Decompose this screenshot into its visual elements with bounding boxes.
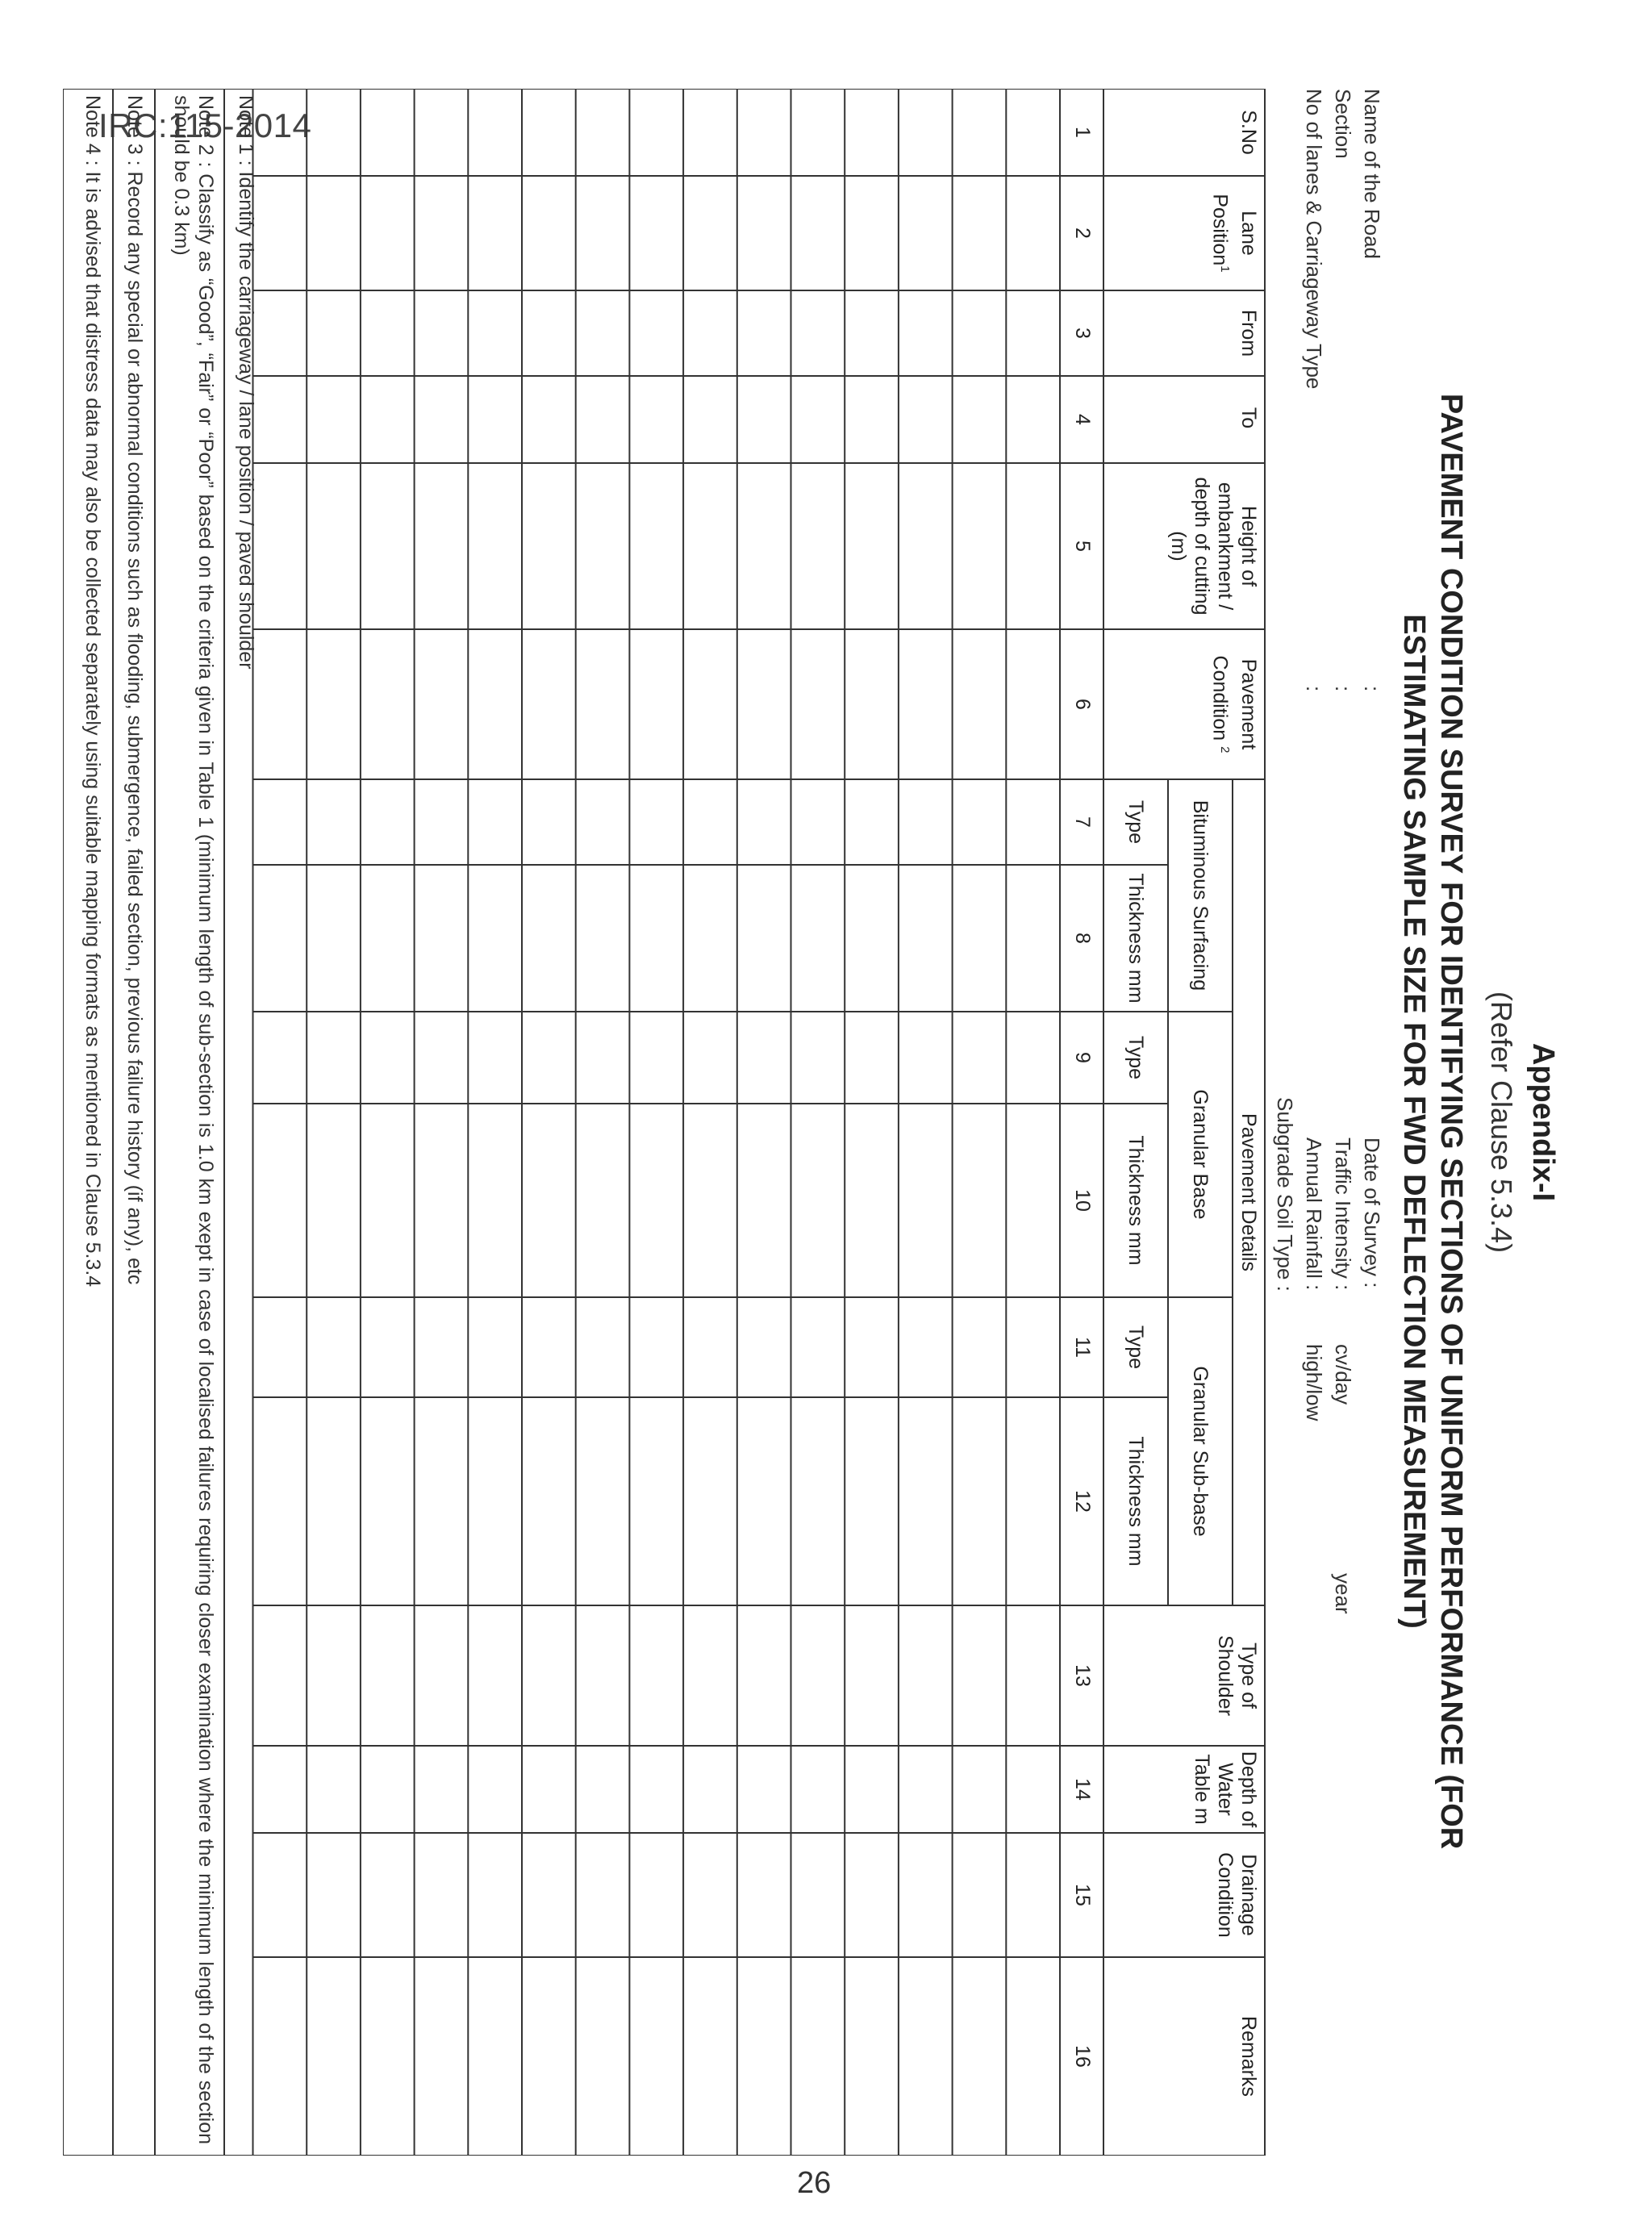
survey-table-grid — [63, 89, 1565, 2156]
field-subgrade-soil — [1272, 1097, 1297, 1292]
field-colon: : — [1331, 686, 1355, 692]
refer-clause: (Refer Clause 5.3.4) — [1485, 991, 1518, 1254]
header-sno: S.No — [1237, 110, 1260, 155]
header-bit-type: Type — [1124, 799, 1148, 845]
field-date-of-survey — [1359, 1137, 1384, 1288]
page-number: 26 — [797, 2166, 832, 2200]
field-unit-year: year — [1331, 1573, 1355, 1614]
header-pavement-details: Pavement Details — [1237, 1113, 1261, 1271]
header-remarks: Remarks — [1237, 2015, 1260, 2097]
field-label: No of lanes & Carriageway Type — [1302, 89, 1326, 390]
header-granular-base: Granular Base — [1189, 1089, 1212, 1220]
field-traffic-intensity — [1330, 1137, 1355, 1614]
field-label: Subgrade Soil Type : — [1273, 1097, 1297, 1292]
header-condition-label: Pavement Condition — [1208, 655, 1260, 750]
column-number: 3 — [1071, 328, 1094, 339]
column-number: 6 — [1071, 699, 1094, 710]
header-subbase-thickness: Thickness mm — [1124, 1436, 1148, 1567]
field-label: Date of Survey : — [1360, 1137, 1384, 1288]
form-title: PAVEMENT CONDITION SURVEY FOR IDENTIFYING SECTIONS OF UNIFORM PERFORMANCE (FOR ESTIMATING SAMPLE SIZE FOR FWD DEFLECTION MEASUREMENT) — [1397, 393, 1468, 1850]
column-number: 8 — [1071, 933, 1094, 944]
field-label: Name of the Road — [1360, 89, 1384, 260]
field-road-name — [1359, 89, 1384, 692]
header-lane-sup: 1 — [1218, 265, 1232, 273]
column-number: 11 — [1071, 1337, 1094, 1358]
column-number: 2 — [1071, 227, 1094, 239]
header-lane-label: Lane Position — [1208, 194, 1260, 266]
column-number: 12 — [1071, 1490, 1094, 1513]
header-subbase-type: Type — [1124, 1325, 1148, 1370]
header-bit-thickness: Thickness mm — [1124, 873, 1148, 1004]
column-number: 7 — [1071, 816, 1094, 828]
column-number: 14 — [1071, 1778, 1094, 1801]
note-3: Note 3 : Record any special or abnormal conditions such as flooding, submergence, failed section, previous failure history (if any), etc — [123, 95, 146, 1285]
header-to: To — [1237, 407, 1260, 429]
header-base-type: Type — [1124, 1035, 1148, 1080]
header-pavement-condition — [1099, 629, 1265, 779]
field-label: Section — [1331, 89, 1355, 159]
header-lane-position — [1099, 176, 1265, 290]
header-type-of-shoulder: Type of Shoulder — [1214, 1634, 1260, 1717]
note-4: Note 4 : It is advised that distress data may also be collected separately using suitable mapping formats as mentioned in Clause 5.3.4 — [81, 95, 104, 1288]
header-depth-water-table: Depth of Water Table m — [1191, 1751, 1260, 1828]
appendix-title: Appendix-I — [1526, 1042, 1560, 1202]
header-base-thickness: Thickness mm — [1124, 1135, 1148, 1266]
field-section — [1330, 89, 1355, 692]
column-number: 5 — [1071, 541, 1094, 552]
field-lanes — [1301, 89, 1326, 692]
header-from: From — [1237, 309, 1260, 357]
column-number: 1 — [1071, 127, 1094, 138]
field-label: Traffic Intensity : — [1331, 1137, 1355, 1291]
header-condition-sup: 2 — [1218, 746, 1232, 753]
note-2: Note 2 : Classify as “Good”, “Fair” or “Poor” based on the criteria given in Table 1 (minimum length of sub-section is 1.0 km exept in case of localised failures requiring closer examination where the minimum length of the section should be 0.3 km) — [170, 95, 217, 2144]
column-number: 4 — [1071, 414, 1094, 425]
running-head: IRC:115-2014 — [98, 106, 312, 144]
rotated-form — [63, 89, 1565, 2156]
note-1: Note 1 : Identify the carriageway / lane position / paved shoulder — [235, 95, 257, 670]
header-drainage-condition: Drainage Condition — [1214, 1852, 1260, 1938]
field-colon: : — [1360, 686, 1384, 692]
field-label: Annual Rainfall : — [1302, 1137, 1326, 1291]
header-granular-subbase: Granular Sub-base — [1189, 1366, 1212, 1537]
header-height-embankment: Height of embankment / depth of cutting (m) — [1167, 477, 1260, 616]
column-number: 15 — [1071, 1884, 1094, 1906]
column-number: 9 — [1071, 1052, 1094, 1063]
field-unit: cv/day — [1331, 1344, 1355, 1405]
column-number: 13 — [1071, 1664, 1094, 1687]
header-bituminous-surfacing: Bituminous Surfacing — [1189, 799, 1212, 991]
field-colon: : — [1302, 686, 1326, 692]
column-number: 10 — [1071, 1189, 1094, 1212]
column-number: 16 — [1071, 2045, 1094, 2068]
field-unit: high/low — [1302, 1344, 1326, 1421]
field-annual-rainfall — [1301, 1137, 1326, 1421]
